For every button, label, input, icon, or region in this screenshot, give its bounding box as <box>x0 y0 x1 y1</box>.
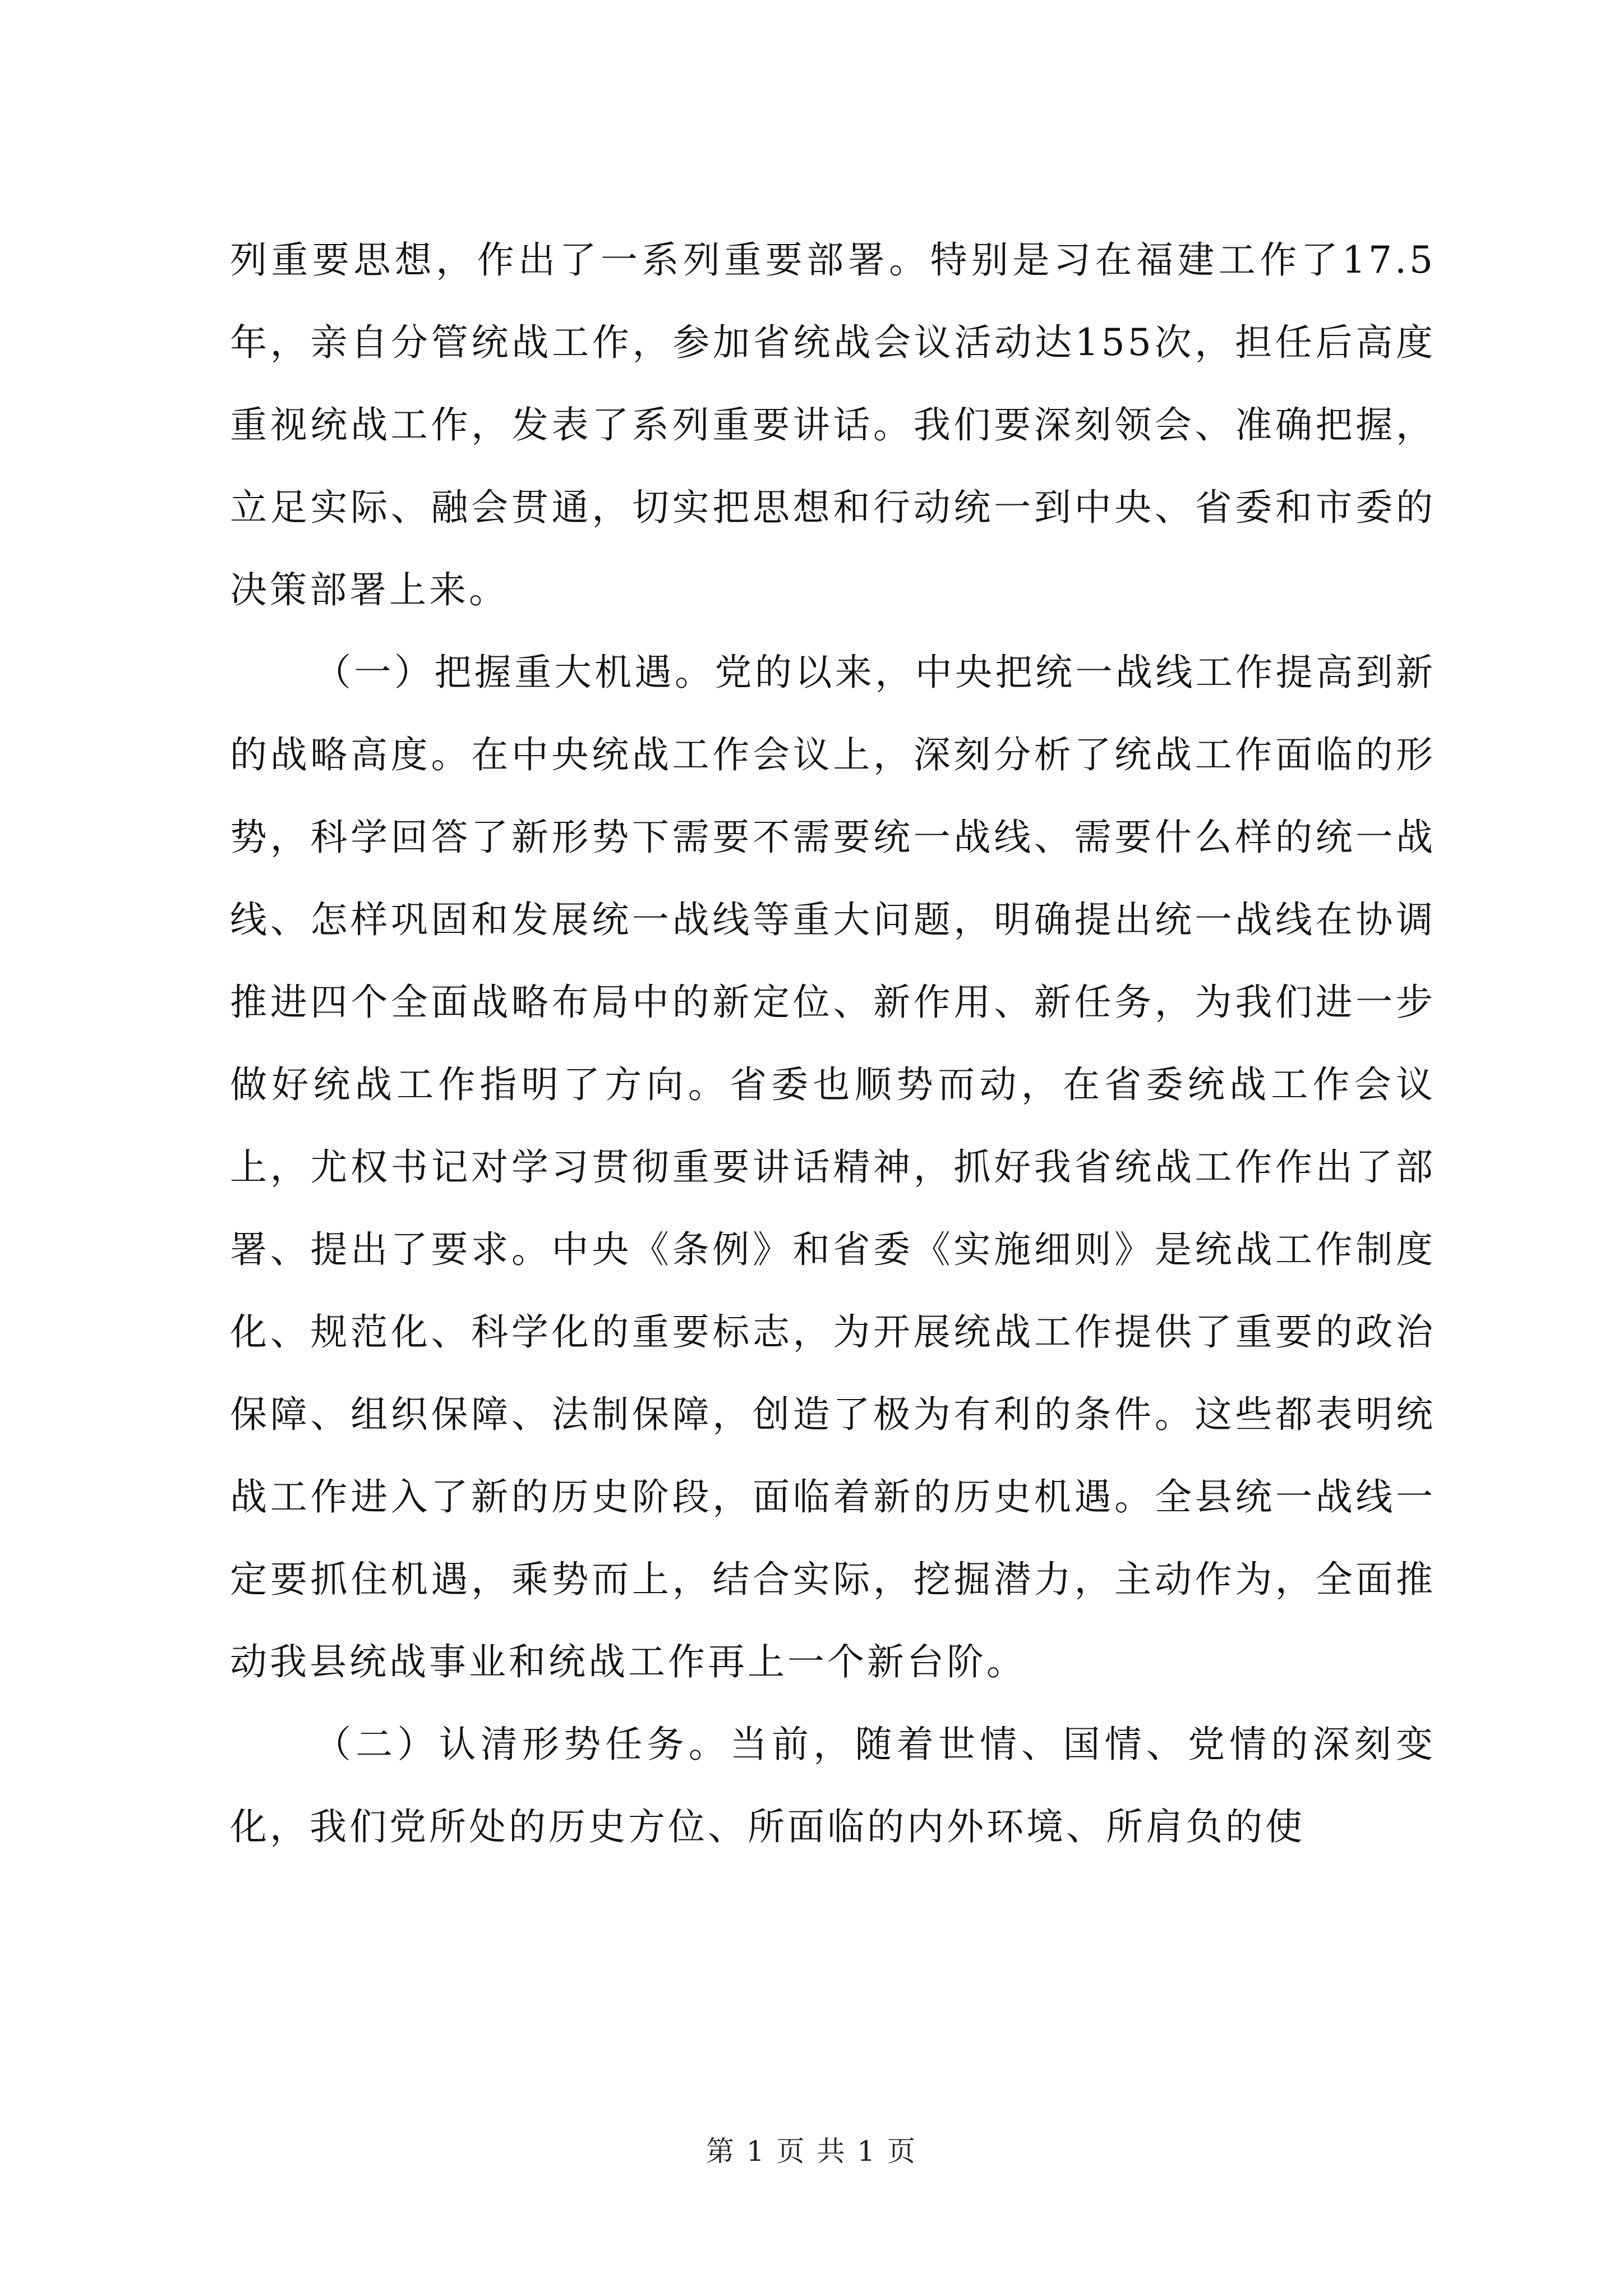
paragraph-recognize-situation: （二）认清形势任务。当前，随着世情、国情、党情的深刻变化，我们党所处的历史方位、所面临的内外环境、所肩负的使 <box>230 1723 1436 1848</box>
paragraph-seize-opportunity: （一）把握重大机遇。党的以来，中央把统一战线工作提高到新的战略高度。在中央统战工作会议上，深刻分析了统战工作面临的形势，科学回答了新形势下需要不需要统一战线、需要什么样的统一战线、怎样巩固和发展统一战线等重大问题，明确提出统一战线在协调推进四个全面战略布局中的新定位、新作用、新任务，为我们进一步做好统战工作指明了方向。省委也顺势而动，在省委统战工作会议上，尤权书记对学习贯彻重要讲话精神，抓好我省统战工作作出了部署、提出了要求。中央《条例》和省委《实施细则》是统战工作制度化、规范化、科学化的重要标志，为开展统战工作提供了重要的政治保障、组织保障、法制保障，创造了极为有利的条件。这些都表明统战工作进入了新的历史阶段，面临着新的历史机遇。全县统一战线一定要抓住机遇，乘势而上，结合实际，挖掘潜力，主动作为，全面推动我县统战事业和统战工作再上一个新台阶。 <box>230 651 1436 1683</box>
document-body <box>230 219 1436 1868</box>
page-number-footer: 第 1 页 共 1 页 <box>706 2135 917 2168</box>
paragraph-continuation: 列重要思想，作出了一系列重要部署。特别是习在福建工作了17.5年，亲自分管统战工作，参加省统战会议活动达155次，担任后高度重视统战工作，发表了系列重要讲话。我们要深刻领会、准确把握，立足实际、融会贯通，切实把思想和行动统一到中央、省委和市委的决策部署上来。 <box>230 238 1436 611</box>
